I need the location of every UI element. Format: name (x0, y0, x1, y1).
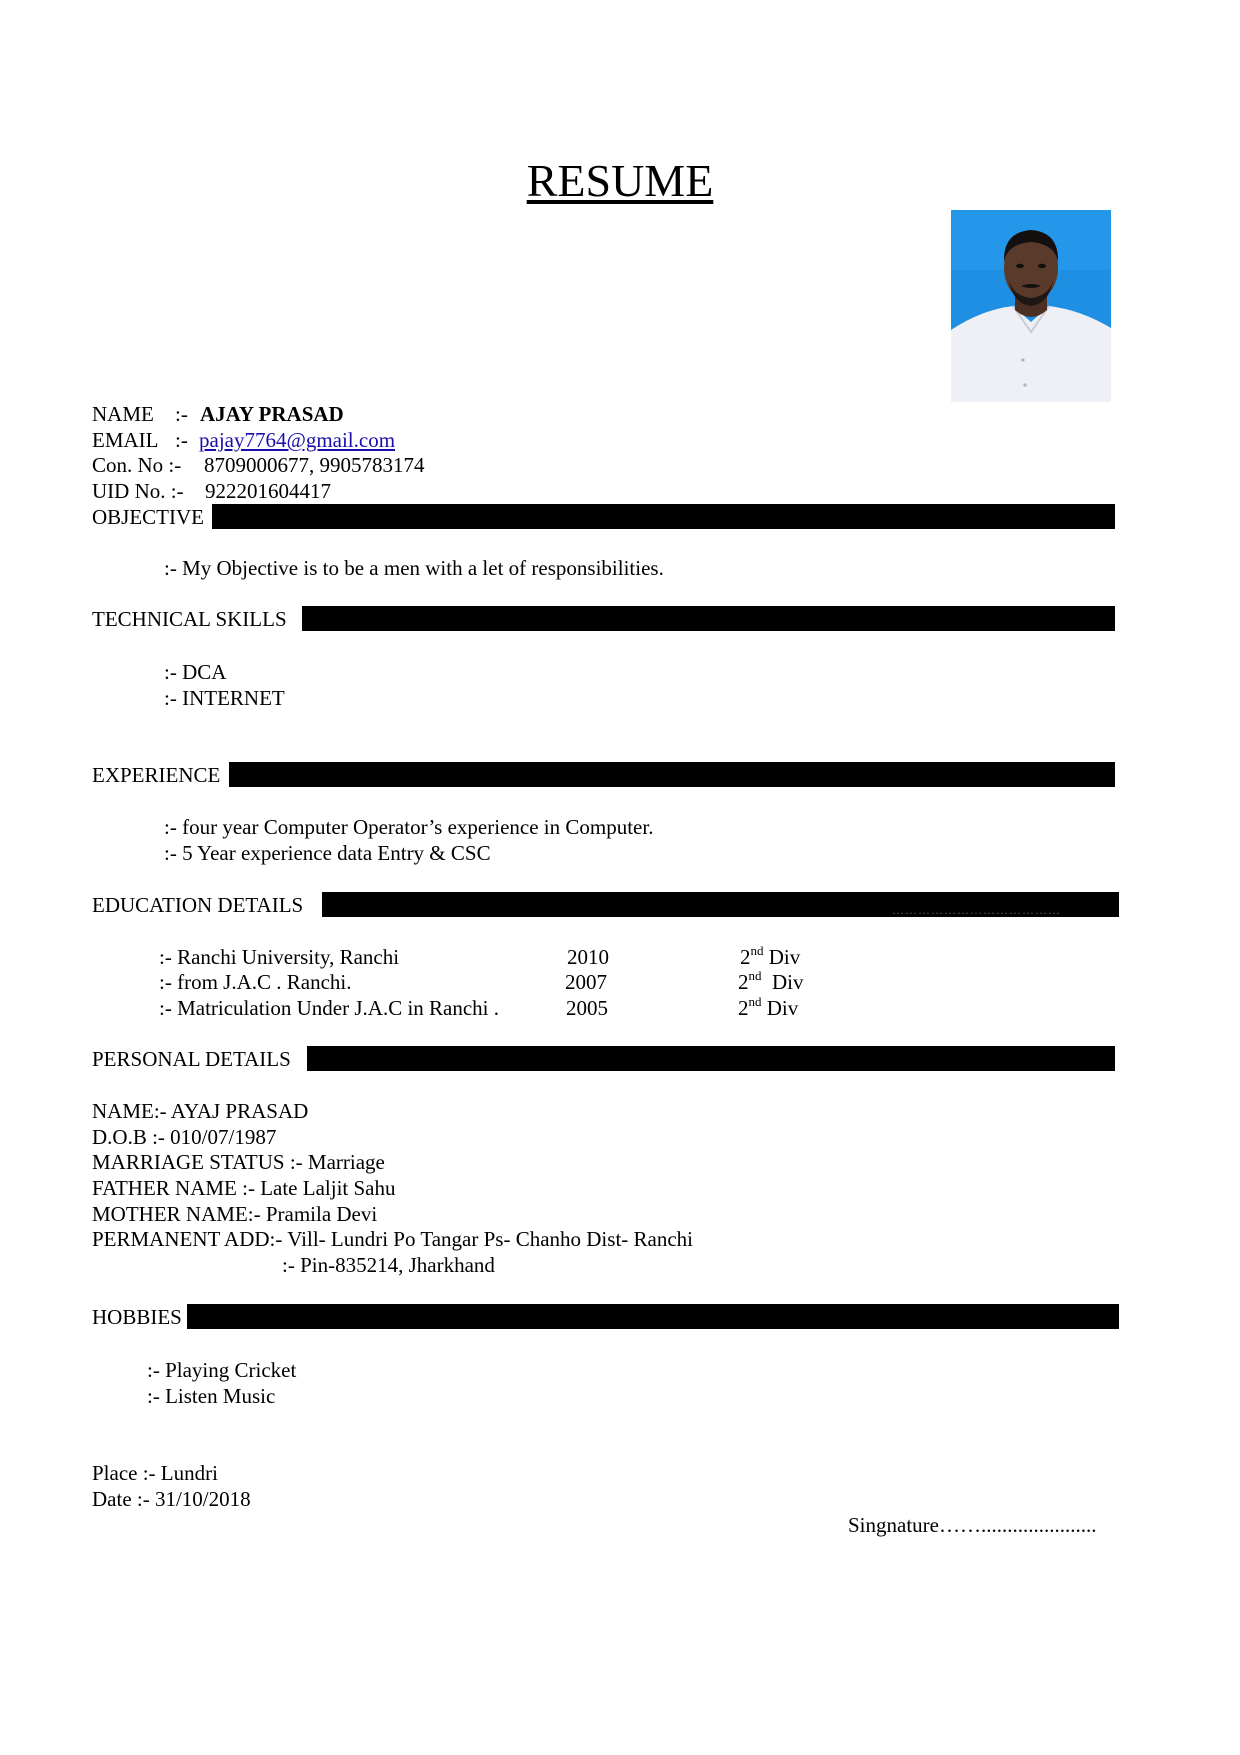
signature-line: Singnature……...................... (848, 1513, 1097, 1537)
experience-item: :- 5 Year experience data Entry & CSC (164, 841, 491, 865)
education-year: 2005 (566, 996, 608, 1020)
education-dots: ………………………………… (892, 903, 1061, 917)
education-division: 2nd Div (738, 968, 804, 994)
place-line: Place :- Lundri (92, 1461, 218, 1485)
skill-item: :- DCA (164, 660, 227, 684)
phone-value: 8709000677, 9905783174 (204, 453, 425, 477)
hobby-item: :- Playing Cricket (147, 1358, 297, 1382)
personal-line: PERMANENT ADD:- Vill- Lundri Po Tangar Ps- Chanho Dist- Ranchi (92, 1227, 694, 1251)
education-institution: :- Ranchi University, Ranchi (159, 945, 400, 969)
email-link[interactable]: pajay7764@gmail.com (199, 428, 396, 452)
name-separator: :- (175, 402, 188, 426)
date-line: Date :- 31/10/2018 (92, 1487, 251, 1511)
objective-text: :- My Objective is to be a men with a let of responsibilities. (164, 556, 664, 580)
skills-heading-bar (302, 606, 1115, 631)
page-title: RESUME (526, 155, 714, 206)
education-year: 2007 (565, 970, 607, 994)
personal-line: MOTHER NAME:- Pramila Devi (92, 1202, 378, 1226)
personal-line: D.O.B :- 010/07/1987 (92, 1125, 277, 1149)
personal-line: FATHER NAME :- Late Laljit Sahu (92, 1176, 396, 1200)
experience-item: :- four year Computer Operator’s experience in Computer. (164, 815, 654, 839)
hobby-item: :- Listen Music (147, 1384, 276, 1408)
education-heading: EDUCATION DETAILS (92, 893, 304, 917)
email-label: EMAIL (92, 428, 159, 452)
education-year: 2010 (567, 945, 609, 969)
education-institution: :- from J.A.C . Ranchi. (159, 970, 352, 994)
skills-heading: TECHNICAL SKILLS (92, 607, 287, 631)
uid-value: 922201604417 (205, 479, 331, 503)
objective-heading-bar (212, 504, 1115, 529)
skill-item: :- INTERNET (164, 686, 285, 710)
personal-line: NAME:- AYAJ PRASAD (92, 1099, 309, 1123)
experience-heading-bar (229, 762, 1115, 787)
experience-heading: EXPERIENCE (92, 763, 221, 787)
personal-line: MARRIAGE STATUS :- Marriage (92, 1150, 385, 1174)
email-separator: :- (175, 428, 188, 452)
education-institution: :- Matriculation Under J.A.C in Ranchi . (159, 996, 500, 1020)
objective-heading: OBJECTIVE (92, 505, 204, 529)
person-silhouette-icon (951, 210, 1111, 402)
phone-label: Con. No :- (92, 453, 182, 477)
education-division: 2nd Div (740, 943, 801, 969)
education-division: 2nd Div (738, 994, 799, 1020)
address-continuation: :- Pin-835214, Jharkhand (282, 1253, 495, 1277)
candidate-name: AJAY PRASAD (200, 402, 344, 426)
hobbies-heading: HOBBIES (92, 1305, 182, 1329)
hobbies-heading-bar (187, 1304, 1119, 1329)
name-label: NAME (92, 402, 154, 426)
profile-photo (951, 210, 1111, 402)
personal-heading-bar (307, 1046, 1115, 1071)
personal-heading: PERSONAL DETAILS (92, 1047, 291, 1071)
uid-label: UID No. :- (92, 479, 184, 503)
